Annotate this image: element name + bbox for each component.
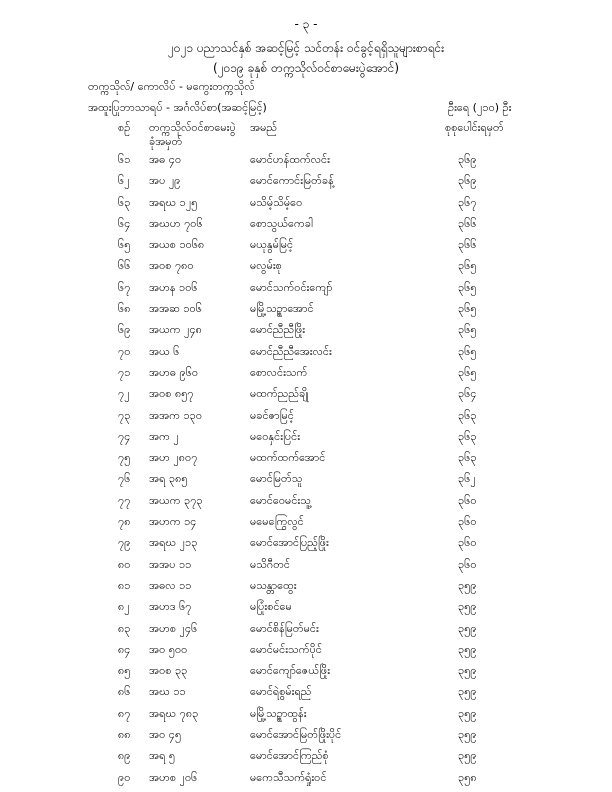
total-mark: ၃၆၅	[458, 323, 477, 337]
title-line-2: (၂၀၁၉ ခုနှစ် တက္ကသိုလ်ဝင်စာမေးပွဲအောင်)	[212, 61, 400, 75]
row-number: ၈၉	[118, 749, 131, 763]
total-mark: ၃၅၈	[458, 770, 477, 784]
roll-number: အရဃ ၂၁၃	[149, 536, 198, 550]
student-name: မောင်ကျော်ဇေယ်ဖြိုး	[250, 664, 330, 678]
header-mark: စုစုပေါင်းရမှတ်	[445, 121, 504, 134]
page-number: - ၃ -	[294, 17, 318, 31]
total-mark: ၃၅၉	[458, 621, 477, 635]
roll-number: အဟက ၁၄	[149, 515, 197, 529]
table-row	[0, 554, 612, 575]
row-number: ၇၀	[118, 344, 131, 358]
row-number: ၈၃	[118, 621, 131, 635]
table-row	[0, 490, 612, 511]
table-row	[0, 213, 612, 234]
student-name: မောင်အောင်မြတ်ဖြိုးပိုင်	[250, 728, 342, 742]
table-row	[0, 767, 612, 788]
row-number: ၈၁	[118, 578, 131, 592]
table-row	[0, 639, 612, 660]
student-name: မထက်ထက်အောင်	[250, 451, 326, 465]
roll-number: အယက ၂၄၈	[149, 323, 202, 337]
student-name: မောင်အောင်ပြည့်ဖြိုး	[250, 536, 329, 550]
table-row	[0, 277, 612, 298]
roll-number: အပ ၂၉	[149, 174, 181, 188]
roll-number: အဃ ၁၁	[149, 685, 186, 699]
total-mark: ၃၅၉	[458, 706, 477, 720]
row-number: ၉၀	[118, 770, 131, 784]
student-name: မသိဂီတင်	[250, 557, 291, 571]
roll-number: အဟဒ ၆၇	[149, 600, 192, 614]
roll-number: အဟန ၁၀၆	[149, 280, 198, 294]
quota-line: ဦးရေ (၂၁၀) ဦး	[448, 101, 512, 114]
student-name: မောင်မင်းသက်ပိုင်	[250, 642, 322, 656]
row-number: ၇၈	[118, 515, 131, 529]
row-number: ၈၀	[118, 557, 131, 571]
student-name: မထက်ညည်ချို	[250, 387, 309, 401]
total-mark: ၃၆၀	[458, 493, 477, 507]
student-name: မခင်ဇာမြင့်	[250, 408, 294, 422]
table-row	[0, 681, 612, 702]
table-row	[0, 618, 612, 639]
table-row	[0, 575, 612, 596]
table-row	[0, 298, 612, 319]
student-name: မမေကြွေလွင်	[250, 515, 304, 529]
table-row	[0, 745, 612, 766]
row-number: ၇၅	[118, 451, 131, 465]
total-mark: ၃၆၀	[458, 515, 477, 529]
row-number: ၆၃	[118, 195, 131, 209]
total-mark: ၃၆၅	[458, 280, 477, 294]
title-line-1: ၂၀၂၁ ပညာသင်နှစ် အဆင့်မြင့် သင်တန်း ဝင်ခွင့်ရရှိသူများစာရင်း	[167, 41, 445, 55]
total-mark: ၃၆၆	[458, 238, 477, 252]
header-name: အမည်	[250, 121, 278, 134]
student-name: စောလင်းသက်	[250, 365, 308, 379]
roll-number: အယ ၆	[149, 344, 180, 358]
roll-number: အအပ ၁၁	[149, 557, 192, 571]
table-row	[0, 596, 612, 617]
total-mark: ၃၆၆	[458, 216, 477, 230]
student-name: မသန္တာထွေး	[250, 578, 297, 592]
roll-number: အဓ ၄၀	[149, 153, 182, 166]
total-mark: ၃၆၅	[458, 259, 477, 273]
student-name: မောင်သက်ဝင်းကျော်	[250, 280, 333, 294]
header-no: စဉ်	[118, 121, 131, 134]
table-row	[0, 319, 612, 340]
table-row	[0, 468, 612, 489]
student-name: မောင်မြတ်သူ	[250, 472, 303, 486]
roll-number: အအဆ ၁၀၆	[149, 302, 202, 316]
header-roll: တက္ကသိုလ်ဝင်စာမေးပွဲ ခုံအမှတ်	[149, 121, 236, 148]
roll-number: အဝစ ၇၈၀	[149, 259, 194, 273]
row-number: ၈၈	[118, 728, 131, 742]
table-row	[0, 234, 612, 255]
student-name: မမြို့သဉ္စာအောင်	[250, 302, 314, 316]
table-row	[0, 383, 612, 404]
row-number: ၈၅	[118, 664, 131, 678]
roll-number: အရ ၅	[149, 749, 176, 763]
student-name: စောသွယ်ကေခါ	[250, 216, 313, 230]
table-row	[0, 532, 612, 553]
roll-number: အဟစ ၂၄၆	[149, 621, 198, 635]
table-row	[0, 660, 612, 681]
total-mark: ၃၆၅	[458, 344, 477, 358]
total-mark: ၃၆၇	[458, 195, 477, 209]
row-number: ၆၆	[118, 259, 131, 273]
student-name: မမြို့သဉ္စာထွန်း	[250, 706, 307, 720]
table-row	[0, 192, 612, 213]
roll-number: အဝစ ၃၃	[149, 664, 188, 678]
row-number: ၆၈	[118, 302, 131, 316]
row-number: ၆၉	[118, 323, 131, 337]
table-row	[0, 426, 612, 447]
row-number: ၆၇	[118, 280, 131, 294]
total-mark: ၃၅၉	[458, 642, 477, 656]
roll-number: အဃဟ ၇၀၆	[149, 216, 203, 230]
row-number: ၇၇	[118, 493, 131, 507]
student-name: မောင်ညီညီဖြိုး	[250, 323, 306, 337]
student-name: မလွမ်းစု	[250, 259, 282, 273]
row-number: ၇၁	[118, 365, 131, 379]
total-mark: ၃၆၃	[458, 408, 477, 422]
table-row	[0, 362, 612, 383]
row-number: ၈၂	[118, 600, 130, 614]
total-mark: ၃၆၅	[458, 302, 477, 316]
results-table	[0, 149, 612, 788]
student-name: မကေသီသက်ရှုံးဝင်	[250, 770, 327, 784]
roll-number: အရ ၃၈၅	[149, 472, 188, 486]
roll-number: အရဃ ၇၈၃	[149, 706, 199, 720]
student-name: မောင်အောင်ကြည်စုံ	[250, 749, 329, 763]
student-name: မောင်ကောင်းမြတ်ခန့်	[250, 174, 334, 188]
table-row	[0, 341, 612, 362]
total-mark: ၃၅၉	[458, 685, 477, 699]
row-number: ၇၄	[118, 429, 131, 443]
roll-number: အရဃ ၁၂၅	[149, 195, 198, 209]
student-name: မသိမ့်သိမ့်ဝေ	[250, 195, 303, 209]
total-mark: ၃၅၉	[458, 728, 477, 742]
total-mark: ၃၅၉	[458, 664, 477, 678]
roll-number: အဟဓ ၉၆၀	[149, 365, 199, 379]
total-mark: ၃၆၂	[458, 472, 476, 486]
university-line: တက္ကသိုလ်/ ကောလိပ် - မကွေးတက္ကသိုလ်	[88, 80, 255, 93]
row-number: ၇၂	[118, 387, 130, 401]
row-number: ၇၃	[118, 408, 131, 422]
total-mark: ၃၅၉	[458, 578, 477, 592]
table-row	[0, 724, 612, 745]
roll-number: အဓလ ၁၁	[149, 578, 192, 592]
table-row	[0, 703, 612, 724]
major-line: အထူးပြုဘာသာရပ် - အင်္ဂလိပ်စာ(အဆင့်မြင့်)	[88, 101, 267, 114]
total-mark: ၃၆၀	[458, 536, 477, 550]
roll-number: အဝစ ၈၅၇	[149, 387, 194, 401]
student-name: မယုနွမ်မြင့်	[250, 238, 294, 252]
total-mark: ၃၅၉	[458, 600, 477, 614]
table-row	[0, 170, 612, 191]
row-number: ၈၆	[118, 685, 131, 699]
student-name: မောင်စိန်မြတ်မင်း	[250, 621, 319, 635]
table-row	[0, 511, 612, 532]
student-name: မောင်ရဲစွမ်းရည်	[250, 685, 312, 699]
row-number: ၈၇	[118, 706, 131, 720]
roll-number: အဝ ၄၅	[149, 728, 182, 742]
row-number: ၈၄	[118, 642, 131, 656]
student-name: မပြုံးစင်မေ	[250, 600, 292, 614]
student-name: မောင်ဟန်ထက်လင်း	[250, 153, 330, 166]
roll-number: အအက ၁၃၀	[149, 408, 203, 422]
row-number: ၆၁	[118, 153, 131, 166]
table-row	[0, 255, 612, 276]
roll-number: အဟ ၂၈၀၇	[149, 451, 198, 465]
student-name: မောင်ဝေမင်းသူ့	[250, 493, 311, 507]
table-row	[0, 447, 612, 468]
total-mark: ၃၆၃	[458, 429, 477, 443]
table-row	[0, 405, 612, 426]
row-number: ၇၆	[118, 472, 131, 486]
total-mark: ၃၆၅	[458, 365, 477, 379]
row-number: ၆၅	[118, 238, 131, 252]
total-mark: ၃၆၉	[458, 174, 477, 188]
roll-number: အယစ ၁၀၆၈	[149, 238, 205, 252]
row-number: ၆၄	[118, 216, 131, 230]
total-mark: ၃၆၉	[458, 153, 477, 166]
total-mark: ၃၅၉	[458, 749, 477, 763]
total-mark: ၃၆၃	[458, 451, 477, 465]
student-name: မောင်ညီညီအေးလင်း	[250, 344, 332, 358]
total-mark: ၃၆၄	[458, 387, 477, 401]
roll-number: အက ၂	[149, 429, 179, 443]
row-number: ၇၉	[118, 536, 131, 550]
roll-number: အဟစ ၂၀၆	[149, 770, 198, 784]
roll-number: အဝ ၅၀၀	[149, 642, 188, 656]
total-mark: ၃၆၀	[458, 557, 477, 571]
row-number: ၆၂	[118, 174, 130, 188]
table-row	[0, 149, 612, 170]
roll-number: အယက ၃၇၃	[149, 493, 203, 507]
student-name: မဝေနှင်းပြင်း	[250, 429, 301, 443]
